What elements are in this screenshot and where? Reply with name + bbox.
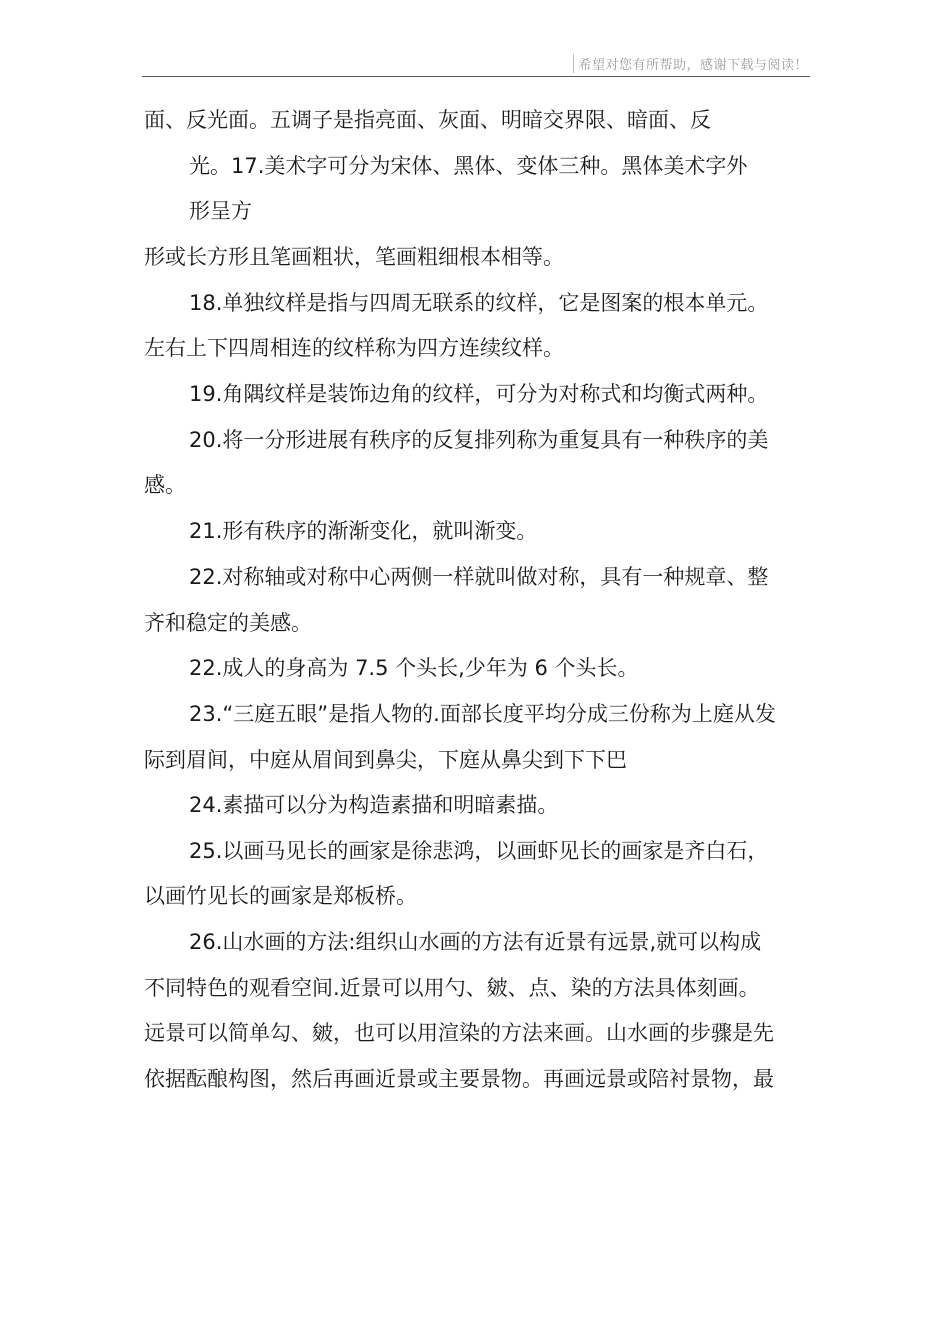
text-line: 面、反光面。五调子是指亮面、灰面、明暗交界限、暗面、反 <box>144 108 711 132</box>
text-line: 22.对称轴或对称中心两侧一样就叫做对称，具有一种规章、整 <box>189 565 769 589</box>
text-line: 25.以画马见长的画家是徐悲鸿，以画虾见长的画家是齐白石， <box>189 839 769 863</box>
text-line: 左右上下四周相连的纹样称为四方连续纹样。 <box>144 336 564 360</box>
text-line: 形或长方形且笔画粗状，笔画粗细根本相等。 <box>144 245 564 269</box>
text-line: 20.将一分形进展有秩序的反复排列称为重复具有一种秩序的美 <box>189 428 769 452</box>
text-line: 依据酝酿构图，然后再画近景或主要景物。再画远景或陪衬景物，最 <box>144 1067 774 1091</box>
text-line: 不同特色的观看空间.近景可以用勺、皴、点、染的方法具体刻画。 <box>144 976 760 1000</box>
text-line: 18.单独纹样是指与四周无联系的纹样，它是图案的根本单元。 <box>189 291 769 315</box>
text-line: 远景可以简单勾、皴，也可以用渲染的方法来画。山水画的步骤是先 <box>144 1021 774 1045</box>
text-line: 际到眉间，中庭从眉间到鼻尖，下庭从鼻尖到下下巴 <box>144 748 627 772</box>
text-line: 齐和稳定的美感。 <box>144 611 312 635</box>
text-line: 以画竹见长的画家是郑板桥。 <box>144 884 417 908</box>
text-line: 感。 <box>144 473 186 497</box>
text-line: 24.素描可以分为构造素描和明暗素描。 <box>189 793 559 817</box>
text-line: 26.山水画的方法:组织山水画的方法有近景有远景,就可以构成 <box>189 930 762 954</box>
text-line: 形呈方 <box>189 199 252 223</box>
text-line: 23.“三庭五眼”是指人物的.面部长度平均分成三份称为上庭从发 <box>189 702 776 726</box>
text-line: 22.成人的身高为 7.5 个头长,少年为 6 个头长。 <box>189 656 639 680</box>
text-line: 光。17.美术字可分为宋体、黑体、变体三种。黑体美术字外 <box>189 154 748 178</box>
header-divider <box>142 76 810 77</box>
header-note: 希望对您有所帮助，感谢下载与阅读！ <box>573 54 808 73</box>
text-line: 19.角隅纹样是装饰边角的纹样，可分为对称式和均衡式两种。 <box>189 382 769 406</box>
text-line: 21.形有秩序的渐渐变化，就叫渐变。 <box>189 519 538 543</box>
